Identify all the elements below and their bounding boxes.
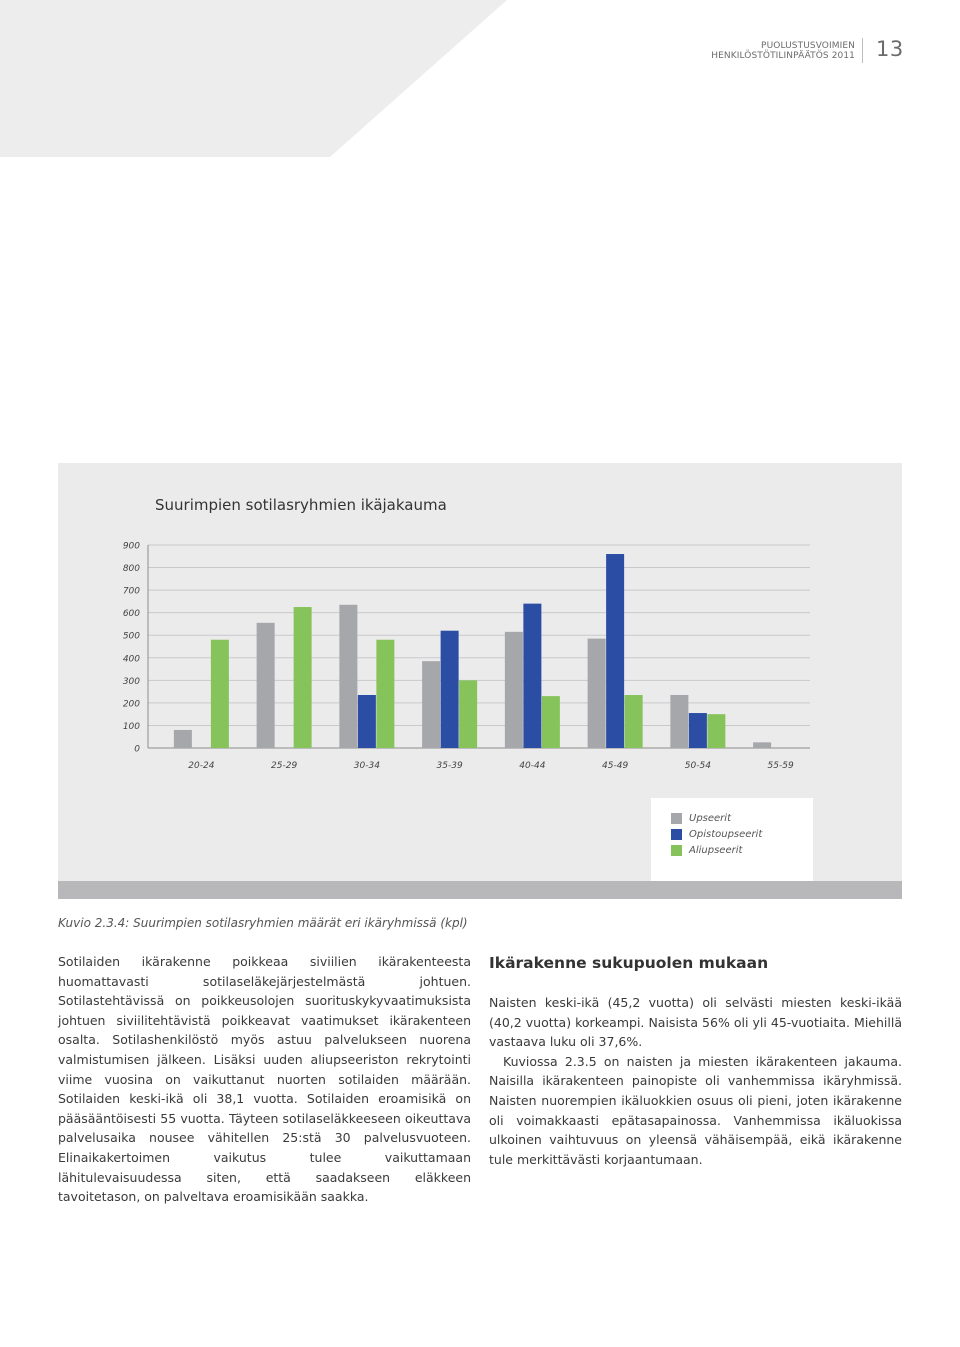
y-tick-label: 700 [122, 586, 140, 597]
bar [294, 607, 312, 748]
legend-swatch [671, 829, 682, 840]
y-tick-label: 900 [122, 541, 140, 552]
bar [339, 605, 357, 748]
bar [707, 714, 725, 748]
bar [376, 640, 394, 748]
y-tick-label: 300 [122, 676, 140, 687]
running-header [711, 41, 855, 61]
bar [505, 632, 523, 748]
x-tick-label: 50-54 [684, 761, 711, 771]
chart-legend [651, 798, 813, 882]
bar [588, 639, 606, 748]
y-tick-label: 600 [122, 609, 140, 620]
y-tick-label: 400 [122, 654, 140, 665]
figure-caption: Kuvio 2.3.4: Suurimpien sotilasryhmien määrät eri ikäryhmissä (kpl) [58, 916, 468, 930]
header-line-2: HENKILÖSTÖTILINPÄÄTÖS 2011 [711, 51, 855, 61]
bar [422, 661, 440, 748]
bar [689, 713, 707, 748]
legend-label: Upseerit [689, 813, 731, 824]
y-tick-label: 500 [122, 631, 140, 642]
x-tick-label: 45-49 [602, 761, 629, 771]
chart-panel [58, 463, 902, 899]
y-tick-label: 0 [134, 744, 140, 755]
x-tick-label: 25-29 [271, 761, 298, 771]
x-tick-label: 30-34 [353, 761, 380, 771]
right-column [489, 952, 902, 1169]
bar [174, 730, 192, 748]
bar [523, 604, 541, 748]
section-heading: Ikärakenne sukupuolen mukaan [489, 954, 769, 972]
page-number: 13 [876, 37, 904, 61]
bar [542, 696, 560, 748]
bar [358, 695, 376, 748]
header-divider [862, 38, 863, 63]
right-paragraph-1: Naisten keski-ikä (45,2 vuotta) oli selvästi miesten keski-ikää (40,2 vuotta) korkeampi. Naisista 56% oli yli 45-vuotiaita. Miehillä vastaava luku oli 37,6%. [489, 995, 902, 1050]
legend-label: Opistoupseerit [689, 829, 763, 840]
x-tick-label: 35-39 [436, 761, 463, 771]
bar [606, 554, 624, 748]
left-column [58, 952, 471, 1207]
bar [257, 623, 275, 748]
bar [211, 640, 229, 748]
chart-footer-bar [58, 881, 902, 899]
chart-title: Suurimpien sotilasryhmien ikäjakauma [155, 496, 447, 514]
bar [670, 695, 688, 748]
legend-swatch [671, 813, 682, 824]
bar [459, 680, 477, 748]
bar [441, 631, 459, 748]
y-tick-label: 800 [122, 564, 140, 575]
y-tick-label: 200 [122, 699, 140, 710]
x-tick-label: 20-24 [188, 761, 215, 771]
legend-swatch [671, 845, 682, 856]
y-tick-label: 100 [122, 721, 140, 732]
bar [625, 695, 643, 748]
x-tick-label: 55-59 [767, 761, 794, 771]
legend-label: Aliupseerit [689, 845, 743, 856]
x-tick-label: 40-44 [519, 761, 546, 771]
right-paragraph-2: Kuviossa 2.3.5 on naisten ja miesten ikärakenteen jakauma. Naisilla ikärakenteen painopiste oli vanhemmissa ikäryhmissä. Naisten nuorempien ikäluokkien osuus oli pieni, joten ikärakenne oli voimakkaasti epätasapainossa. Vanhemmissa ikäluokissa ulkoinen vaihtuvuus on yleensä vähäisempää, eikä ikärakenne tule merkittävästi korjaantumaan. [489, 1053, 902, 1167]
bar [753, 742, 771, 748]
left-column-text: Sotilaiden ikärakenne poikkeaa siviilien ikärakenteesta huomattavasti sotilaseläkejärjestelmästä johtuen. Sotilastehtävissä on poikkeusolojen suorituskykyvaatimuksista johtuen siviilitehtävistä poikkeavat vaatimukset ikärakenteen osalta. Sotilashenkilöstö myös astuu palvelukseen nuorena valmistumisen jälkeen. Lisäksi uuden aliupseeriston rekrytointi viime vuosina on vaikuttanut nuorten sotilaiden määrään. Sotilaiden keski-ikä oli 38,1 vuotta. Sotilaiden eroamisikä on pääsääntöisesti 55 vuotta. Täyteen sotilaseläkkeeseen oikeuttava palvelusaika nousee vähitellen 25:stä 30 palvelusvuoteen. Elinaikakertoimen vaikutus tulee vaikuttamaan lähitulevaisuudessa siten, että saadakseen eläkkeen tavoitetason, on palveltava eroamisikään saakka. [58, 954, 471, 1205]
corner-decoration [0, 0, 520, 160]
header-line-1: PUOLUSTUSVOIMIEN [761, 41, 855, 51]
